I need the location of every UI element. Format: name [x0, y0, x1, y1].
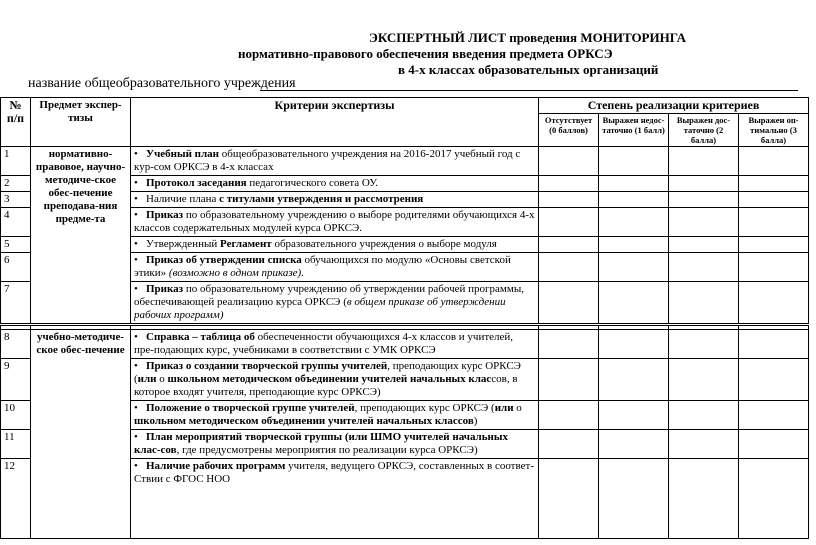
criterion-text: • Приказ по образовательному учреждению об утверждении рабочей программы, обеспечивающей реализацию курса ОРКСЭ (в общем приказе об утверждении рабочих программ)	[131, 282, 539, 325]
expert-table	[0, 97, 809, 539]
institution-underline	[260, 90, 798, 91]
bullet-icon: •	[134, 193, 138, 205]
criterion-text: • Протокол заседания педагогического совета ОУ.	[131, 176, 539, 192]
header-level-1: Выражен недос-таточно (1 балл)	[599, 114, 669, 147]
row-number: 10	[1, 401, 31, 430]
table-row	[1, 330, 809, 359]
subject-group-2: учебно-методиче-ское обес-печение	[31, 330, 131, 539]
title-line-1: ЭКСПЕРТНЫЙ ЛИСТ проведения МОНИТОРИНГА	[369, 30, 686, 45]
row-number: 8	[1, 330, 31, 359]
header-criteria: Критерии экспертизы	[131, 98, 539, 147]
bullet-icon: •	[134, 431, 138, 443]
criterion-text: • Приказ о создании творческой группы учителей, преподающих курс ОРКСЭ (или о школьном методическом объединении учителей начальных классов, в которое входят учителя, преподающие курс ОРКСЭ)	[131, 359, 539, 401]
row-number: 2	[1, 176, 31, 192]
criterion-text: • Утвержденный Регламент образовательного учреждения о выборе модуля	[131, 237, 539, 253]
bullet-icon: •	[134, 148, 138, 160]
title-line-3: в 4-х классах образовательных организаций	[398, 62, 659, 77]
row-number: 3	[1, 192, 31, 208]
bullet-icon: •	[134, 254, 138, 266]
header-level-0: Отсутствует (0 баллов)	[539, 114, 599, 147]
header-level-3: Выражен оп-тимально (3 балла)	[739, 114, 809, 147]
criterion-text: • Положение о творческой группе учителей, преподающих курс ОРКСЭ (или о школьном методическом объединении учителей начальных классов)	[131, 401, 539, 430]
header-subject: Предмет экспер-тизы	[31, 98, 131, 147]
header-num: № п/п	[1, 98, 31, 147]
subject-group-1: нормативно-правовое, научно-методиче-ское обес-печение преподава-ния предме-та	[31, 147, 131, 325]
row-number: 6	[1, 253, 31, 282]
header-degree: Степень реализации критериев	[539, 98, 809, 114]
header-level-2: Выражен дос-таточно (2 балла)	[669, 114, 739, 147]
criterion-text: • Наличие рабочих программ учителя, ведущего ОРКСЭ, составленных в соответ-Ствии с ФГОС НОО	[131, 459, 539, 539]
criterion-text: • План мероприятий творческой группы (или ШМО учителей начальных клас-сов, где предусмотрены мероприятия по реализации курса ОРКСЭ)	[131, 430, 539, 459]
criterion-text: • Приказ по образовательному учреждению о выборе родителями обучающихся 4-х классов содержательных модулей курса ОРКСЭ.	[131, 208, 539, 237]
criterion-text: • Приказ об утверждении списка обучающихся по модулю «Основы светской этики» (возможно в одном приказе).	[131, 253, 539, 282]
row-number: 1	[1, 147, 31, 176]
row-number: 12	[1, 459, 31, 539]
row-number: 11	[1, 430, 31, 459]
criterion-text: • Наличие плана с титулами утверждения и рассмотрения	[131, 192, 539, 208]
criterion-text: • Справка – таблица об обеспеченности обучающихся 4-х классов и учителей, пре-подающих курс, учебниками в соответствии с УМК ОРКСЭ	[131, 330, 539, 359]
bullet-icon: •	[134, 360, 138, 372]
row-number: 9	[1, 359, 31, 401]
bullet-icon: •	[134, 402, 138, 414]
criterion-text: • Учебный план общеобразовательного учреждения на 2016-2017 учебный год с кур-сом ОРКСЭ в 4-х классах	[131, 147, 539, 176]
row-number: 7	[1, 282, 31, 325]
bullet-icon: •	[134, 283, 138, 295]
table-row	[1, 147, 809, 176]
bullet-icon: •	[134, 177, 138, 189]
bullet-icon: •	[134, 460, 138, 472]
bullet-icon: •	[134, 331, 138, 343]
row-number: 5	[1, 237, 31, 253]
title-line-2: нормативно-правового обеспечения введения предмета ОРКСЭ	[238, 46, 613, 61]
bullet-icon: •	[134, 238, 138, 250]
row-number: 4	[1, 208, 31, 237]
bullet-icon: •	[134, 209, 138, 221]
institution-label: название общеобразовательного учреждения	[28, 76, 296, 91]
